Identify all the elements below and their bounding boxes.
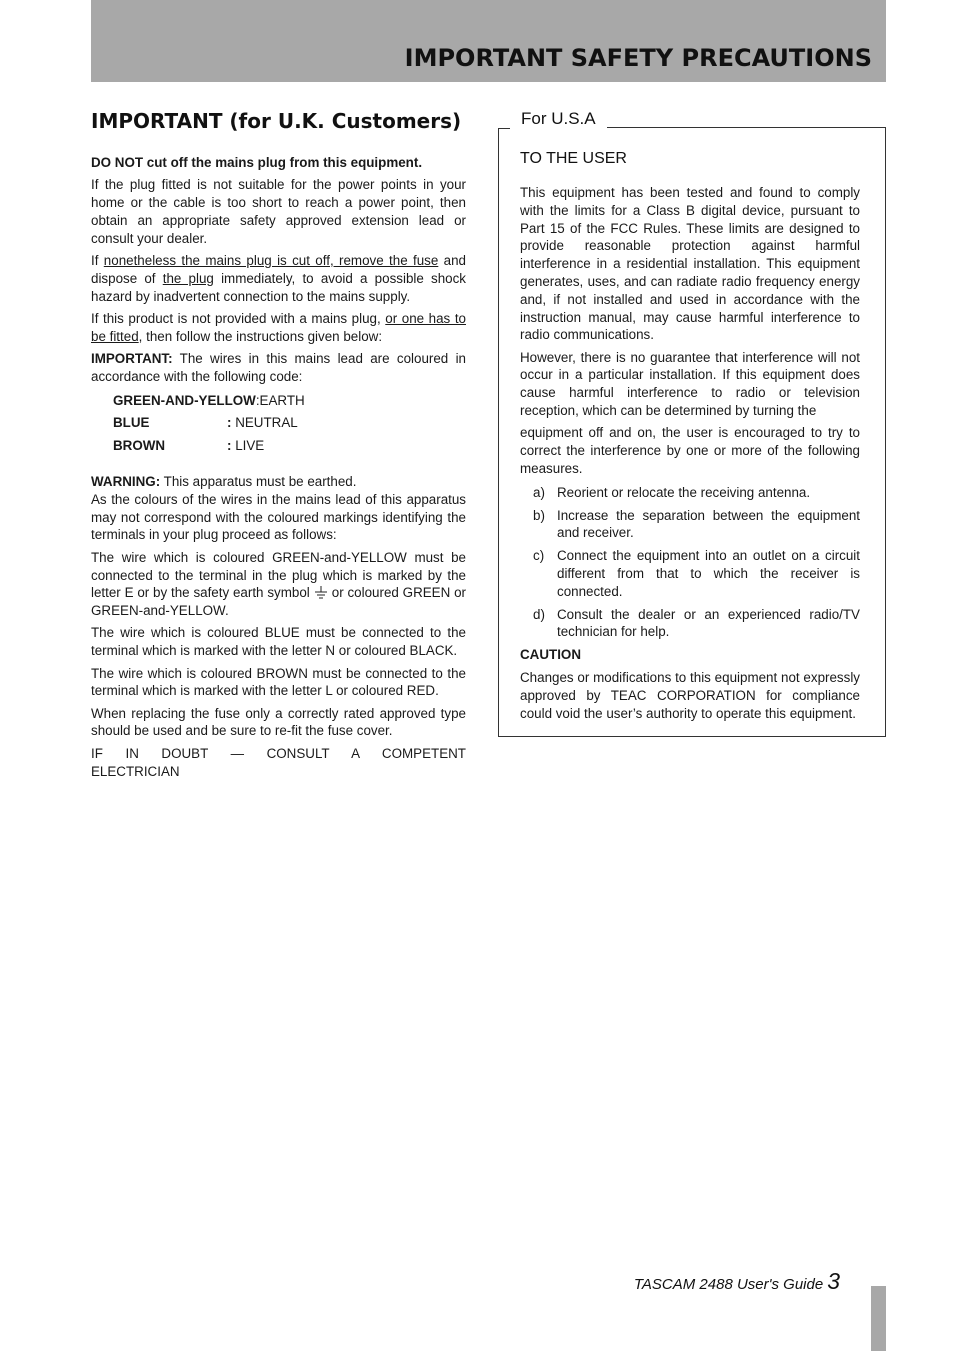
- usa-paragraph-2: However, there is no guarantee that interference will not occur in a particular installation. If this equipment does cause harmful interference to radio or television reception, which can be determined by turning the: [520, 349, 860, 419]
- uk-heading: IMPORTANT (for U.K. Customers): [91, 109, 462, 133]
- caution-heading: CAUTION: [520, 647, 581, 663]
- code-cell: [113, 392, 305, 415]
- important-label: IMPORTANT:: [91, 350, 173, 366]
- list-text: Increase the separation between the equipment and receiver.: [557, 507, 860, 541]
- list-item: [520, 547, 860, 600]
- text-run: and dispose of: [91, 252, 467, 286]
- list-item: [520, 484, 860, 502]
- to-the-user-heading: TO THE USER: [520, 150, 627, 167]
- usa-paragraph-1: This equipment has been tested and found to comply with the limits for a Class B digital device, pursuant to Part 15 of the FCC Rules. These limits are designed to provide reasonable protection against harmful interference in a residential installation. This equipment generates, uses, and can radiate radio frequency energy and, if not installed and used in accordance with the instruction manual, may cause harmful interference to radio communications.: [520, 185, 860, 343]
- wire-colour-code-table: [113, 392, 305, 460]
- uk-paragraph-3: [91, 310, 466, 346]
- uk-paragraph-4: As the colours of the wires in the mains lead of this apparatus may not correspond with the coloured markings identifying the terminals in your plug proceed as follows:: [91, 491, 466, 543]
- text-run: , then follow the instructions given below:: [138, 328, 383, 344]
- code-row-live: [113, 437, 305, 460]
- list-letter: c): [533, 548, 545, 564]
- header-band: [91, 0, 886, 82]
- underlined-text: the plug: [162, 270, 214, 286]
- code-cell: [227, 437, 305, 460]
- doubt-line-1: IF IN DOUBT — CONSULT A COMPETENT: [91, 745, 466, 761]
- uk-paragraph-8: When replacing the fuse only a correctly rated approved type should be used and be sure to re-fit the fuse cover.: [91, 705, 466, 739]
- list-text: Connect the equipment into an outlet on a circuit different from that to which the receiver is connected.: [557, 548, 860, 599]
- text-run: immediately, to avoid a possible shock hazard by inadvertent connection to the mains supply.: [91, 270, 466, 304]
- page-title: IMPORTANT SAFETY PRECAUTIONS: [404, 44, 872, 72]
- code-key: BLUE: [113, 415, 150, 431]
- important-text: The wires in this mains lead are coloured in accordance with the following code:: [91, 350, 466, 384]
- footer-guide-title: [634, 1268, 840, 1295]
- uk-paragraph-1: If the plug fitted is not suitable for the power points in your home or the cable is too short to reach a power point, then obtain an appropriate safety approved extension lead or consult your dealer.: [91, 177, 466, 246]
- text-run: If: [91, 252, 104, 268]
- list-text: Consult the dealer or an experienced radio/TV technician for help.: [557, 606, 860, 640]
- list-letter: b): [533, 507, 545, 523]
- uk-paragraph-7: The wire which is coloured BROWN must be connected to the terminal which is marked with the letter L or coloured RED.: [91, 665, 466, 699]
- code-row-neutral: [113, 414, 305, 437]
- usa-paragraph-3: equipment off and on, the user is encouraged to try to correct the interference by one or more of the following measures.: [520, 425, 860, 476]
- uk-section: [91, 106, 466, 785]
- text-run: If this product is not provided with a mains plug,: [91, 310, 386, 326]
- earth-ground-icon: [314, 586, 328, 599]
- code-value: LIVE: [235, 437, 265, 453]
- uk-paragraph-2: [91, 252, 466, 305]
- code-key: GREEN-AND-YELLOW: [113, 392, 256, 408]
- page-number: 3: [827, 1268, 840, 1294]
- uk-paragraph-6: The wire which is coloured BLUE must be connected to the terminal which is marked with the letter N or coloured BLACK.: [91, 625, 466, 659]
- code-separator: :: [227, 437, 232, 453]
- important-note: [91, 350, 466, 386]
- code-key: BROWN: [113, 437, 166, 453]
- doubt-line-2: ELECTRICIAN: [91, 763, 180, 779]
- underlined-text: or one has to be fitted: [91, 310, 466, 344]
- underlined-text: nonetheless the mains plug is cut off, remove the fuse: [103, 252, 439, 268]
- warning-note: [91, 473, 466, 491]
- code-separator: :: [227, 415, 232, 431]
- guide-name: TASCAM 2488 User's Guide: [633, 1276, 824, 1293]
- code-row-earth: [113, 392, 305, 415]
- code-value: :EARTH: [255, 392, 305, 408]
- list-text: Reorient or relocate the receiving antenna.: [557, 484, 811, 500]
- usa-section: [520, 148, 860, 727]
- do-not-cut-notice: DO NOT cut off the mains plug from this equipment.: [91, 155, 423, 170]
- usa-box-legend: For U.S.A: [521, 109, 596, 128]
- uk-paragraph-5: [91, 549, 466, 620]
- code-cell: [227, 414, 305, 437]
- list-letter: d): [533, 606, 545, 622]
- warning-label: WARNING:: [91, 474, 161, 490]
- measures-list: [520, 484, 860, 641]
- list-letter: a): [533, 484, 545, 500]
- list-item: [520, 507, 860, 543]
- caution-text: Changes or modifications to this equipment not expressly approved by TEAC CORPORATION for compliance could void the user’s authority to operate this equipment.: [520, 669, 860, 721]
- list-item: [520, 606, 860, 642]
- warning-text: This apparatus must be earthed.: [160, 474, 357, 490]
- code-value: NEUTRAL: [235, 415, 298, 431]
- page-edge-tab: [871, 1286, 886, 1351]
- text-run: or coloured GREEN or GREEN-and-YELLOW.: [91, 585, 466, 619]
- text-run: The wire which is coloured GREEN-and-YELLOW must be connected to the terminal in the plug which is marked by the letter E or by the safety earth symbol: [91, 549, 466, 601]
